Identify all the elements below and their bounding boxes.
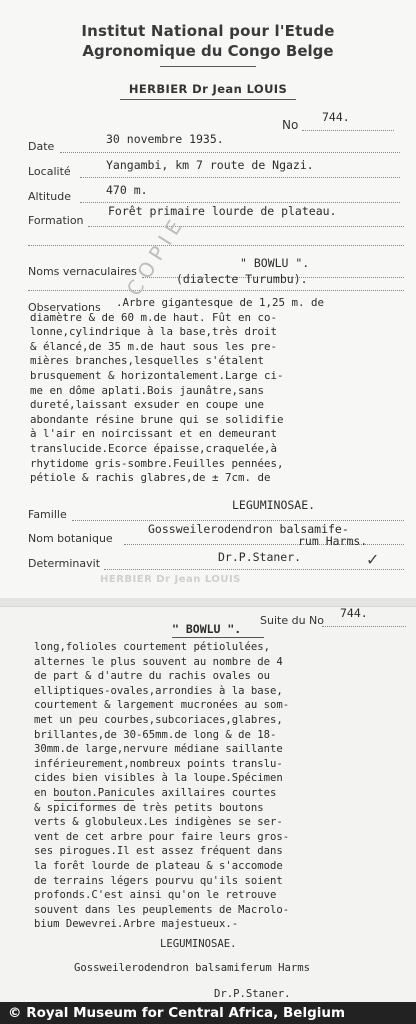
suite-dots (322, 626, 406, 627)
observation-line: translucide.Ecorce épaisse,craquelée,à (30, 441, 278, 455)
copie-stamp: COPIE (121, 210, 190, 300)
observations-label: Observations (28, 301, 101, 314)
continuation-line: 30mm.de large,nervure médiane saillante (34, 743, 283, 756)
continuation-title: " BOWLU ". (172, 622, 242, 636)
observation-line: lonne,cylindrique à la base,très droit (30, 325, 278, 339)
continuation-line: en bouton.Panicules axillaires courtes (34, 786, 277, 799)
formation-label: Formation (28, 214, 84, 227)
altitude-value: 470 m. (106, 183, 148, 197)
continuation-line: verts & globuleux.Les indigènes se ser- (34, 816, 283, 829)
herbier-title: HERBIER Dr Jean LOUIS (128, 82, 288, 96)
nom-botanique-value1: Gossweilerodendron balsamife- (148, 522, 349, 536)
continuation-line: vent de cet arbre pour faire leurs gros- (34, 830, 290, 843)
localite-dots (80, 177, 400, 178)
observation-line: & élancé,de 35 m.de haut sous les pre- (30, 339, 278, 353)
noms-dots-2 (28, 290, 404, 291)
dialecte-value: (dialecte Turumbu). (176, 272, 308, 286)
continuation-line: souvent dans les peuplements de Macrolo- (34, 903, 290, 916)
continuation-line: alternes le plus souvent au nombre de 4 (34, 655, 283, 668)
observation-line: diamètre & de 60 m.de haut. Fût en co- (30, 310, 278, 324)
observation-line: me en dôme aplati.Bois jaunâtre,sans (30, 383, 265, 397)
continuation-line: bium Dewevrei.Arbre majestueux.- (34, 918, 239, 931)
determinavit-dots (104, 569, 404, 570)
date-dots (60, 152, 400, 153)
nom-botanique-value2: rum Harms. (298, 534, 368, 548)
ghost-herbier-text: HERBIER Dr Jean LOUIS (100, 574, 241, 585)
continuation-line: de terrains légers pourvu qu'ils soient (34, 874, 283, 887)
continuation-line: de part & d'autre du rachis ovales ou (34, 670, 270, 683)
continuation-line: ses pirogues.Il est assez fréquent dans (34, 845, 283, 858)
formation-value: Forêt primaire lourde de plateau. (108, 204, 337, 218)
noms-value: " BOWLU ". (240, 256, 310, 270)
famille-label: Famille (28, 508, 67, 521)
formation-dots-2 (28, 245, 404, 246)
en-bouton-underline (54, 800, 134, 801)
continuation-line: courtement & largement mucronées au som- (34, 699, 290, 712)
continuation-line: inférieurement,nombreux points translu- (34, 757, 283, 770)
observation-line: .Arbre gigantesque de 1,25 m. de (116, 296, 325, 309)
continuation-line: met un peu courbes,subcoriaces,glabres, (34, 713, 283, 726)
copyright-text: © Royal Museum for Central Africa, Belgium (8, 1005, 346, 1021)
localite-label: Localité (28, 165, 71, 178)
institute-name-line2: Agronomique du Congo Belge (82, 42, 334, 60)
date-value: 30 novembre 1935. (106, 132, 224, 146)
nom-botanique-label: Nom botanique (28, 532, 113, 545)
altitude-label: Altitude (28, 190, 71, 203)
suite-label: Suite du No (260, 614, 324, 627)
continuation-famille: LEGUMINOSAE. (160, 938, 237, 950)
copyright-bar (0, 1002, 416, 1024)
continuation-line: profonds.C'est ainsi qu'on le retrouve (34, 889, 277, 902)
observation-line: dureté,laissant exsuder en coupe une (30, 398, 265, 412)
suite-value: 744. (340, 606, 368, 620)
header-divider (160, 66, 256, 67)
continuation-line: la forêt lourde de plateau & s'accomode (34, 859, 283, 872)
continuation-nom: Gossweilerodendron balsamiferum Harms (74, 962, 310, 974)
institute-name-line1: Institut National pour l'Etude (81, 22, 335, 40)
determinavit-label: Determinavit (28, 557, 101, 570)
number-label: No (282, 118, 299, 132)
herbier-underline (120, 99, 296, 100)
localite-value: Yangambi, km 7 route de Ngazi. (106, 158, 314, 172)
continuation-staner: Dr.P.Staner. (214, 988, 291, 1000)
continuation-line: elliptiques-ovales,arrondies à la base, (34, 684, 283, 697)
continuation-line: brillantes,de 30-65mm.de long & de 18- (34, 728, 277, 741)
number-dots (302, 130, 394, 131)
continuation-line: long,folioles courtement pétiolulées, (34, 641, 270, 653)
observation-line: à l'air en noircissant et en demeurant (30, 427, 278, 441)
famille-dots (72, 520, 404, 521)
continuation-line: & spiciformes de très petits boutons (34, 801, 264, 814)
famille-value: LEGUMINOSAE. (232, 498, 316, 512)
observation-line: rhytidome gris-sombre.Feuilles pennées, (30, 456, 284, 470)
determinavit-value: Dr.P.Staner. (218, 550, 302, 564)
date-label: Date (28, 140, 55, 153)
number-value: 744. (322, 110, 350, 124)
check-mark-icon: ✓ (366, 550, 380, 569)
continuation-line: cides bien visibles à la loupe.Spécimen (34, 772, 283, 785)
continuation-title-underline (172, 637, 264, 638)
observation-line: pétiole & rachis glabres,de ± 7cm. de (30, 471, 271, 485)
formation-dots (88, 226, 404, 227)
continuation-text (34, 640, 410, 932)
altitude-dots (80, 202, 400, 203)
observation-line: mières branches,lesquelles s'étalent (30, 354, 265, 368)
observation-line: abondante résine brune qui se solidifie (30, 412, 284, 426)
observation-line: brusquement & horizontalement.Large ci- (30, 368, 284, 382)
noms-label: Noms vernaculaires (28, 265, 137, 278)
